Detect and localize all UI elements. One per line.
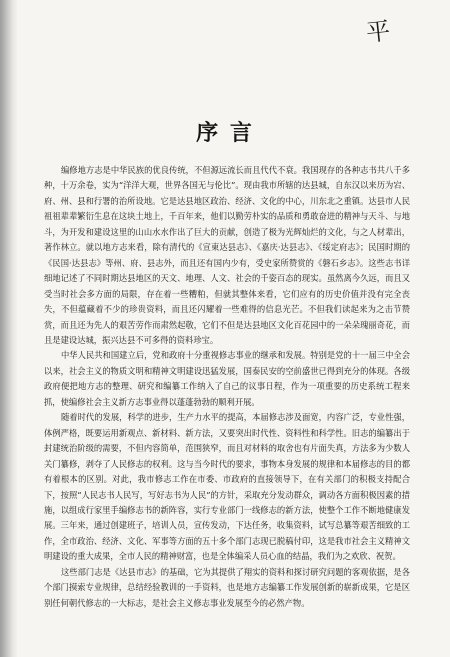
paragraph-3: 随着时代的发展，科学的进步，生产力水平的提高，本届修志涉及面宽，内容广泛，专业性强，体例严格，既要运用新观点、新材料、新方法，又要突出时代性、资料性和科学性。旧志的编纂出于封建统治阶级的需要，不但内容简单，范围狭窄，而且对材料的取舍也有片面失真，方法多为少数人关门纂修，剥夺了人民修志的权利。这与当今时代的要求，事物本身发展的规律和本届修志的目的都有着根本的区别。对此，我市修志工作在市委、市政府的直接领导下，在有关部门的积极支持配合下，按照“人民志书人民写，写好志书为人民”的方针，采取充分发动群众，调动各方面积极因素的措施，以组成行家里手编修志书的新阵容，实行专业部门一线修志的新方法，使整个工作不断地健康发展。三年来，通过创建班子，培训人员，宣传发动，下达任务，收集资料，试写总纂等艰苦细致的工作，全市政治、经济、文化、军事等方面的五十多个部门志现已脱稿付印，这是我市社会主义精神文明建设的重大成果，全市人民的精神财富，也是全体编采人员心血的结晶，我们为之欢欣、祝贺。 xyxy=(44,412,410,562)
paragraph-2: 中华人民共和国建立后，党和政府十分重视修志事业的继承和发展。特别是党的十一届三中全会以来，社会主义的物质文明和精神文明建设迅猛发展，国泰民安的空前盛世已得到充分的体现。各级政府便把地方志的整理、研究和编纂工作纳入了自己的议事日程，作为一项重要的历史系统工程来抓，使编修社会主义新方志事业得以蓬蓬勃勃的顺利开展。 xyxy=(44,350,410,407)
scan-binding-shadow xyxy=(0,0,18,657)
preface-body xyxy=(44,163,410,611)
handwritten-mark: 平 xyxy=(364,16,390,48)
paragraph-1: 编修地方志是中华民族的优良传统，不但源远流长而且代代不衰。我国现存的各种志书共八千多种，十万余卷，实为“洋洋大观，世界各国无与伦比”。现由我市所辖的达县城，自东汉以来历为宕、府、州、县和行署的治所设地。它是达县地区政治、经济、文化的中心，川东北之重镇。达县市人民祖祖辈辈繁衍生息在这块土地上，千百年来，他们以勤劳朴实的品质和勇敢奋进的精神与天斗、与地斗，为开发和建设这里的山山水水作出了巨大的贡献，创造了极为光辉灿烂的文化，与之人材辈出，著作林立。就以地方志来看，除有清代的《宣東达县志》、《嘉庆·达县志》、《绥定府志》；民国时期的《民国·达县志》等州、府、县志外，而且还有国内少有，受史家所赞赏的《磐石乡志》。这些志书详细地记述了不同时期达县地区的天文、地理、人文、社会的千姿百态的现实。虽然离今久远，而且又受当时社会多方面的局限，存在着一些糟粕，但就其整体来看，它们应有的历史价值并没有完全丧失，不但蕴藏着不少的珍贵资料，而且还闪耀着一些难得的信息光芒。不但我们读起来为之击节赞赏，而且还为先人的艰苦劳作而肃然起敬，它们不但是达县地区文化百花园中的一朵朵瑰丽奇花，而且是建设达城，振兴达县不可多得的资料珍宝。 xyxy=(44,165,410,345)
page-title: 序 言 xyxy=(196,120,254,146)
paragraph-4: 这些部门志是《达县市志》的基础，它为其提供了翔实的资料和探讨研究问题的客观依据，是各个部门摸索专业规律，总结经验教训的一手资料，也是地方志编纂工作发展创新的崭新成果，它是区别任何朝代修志的一大标志，是社会主义修志事业发展至今的必然产物。 xyxy=(44,566,410,608)
